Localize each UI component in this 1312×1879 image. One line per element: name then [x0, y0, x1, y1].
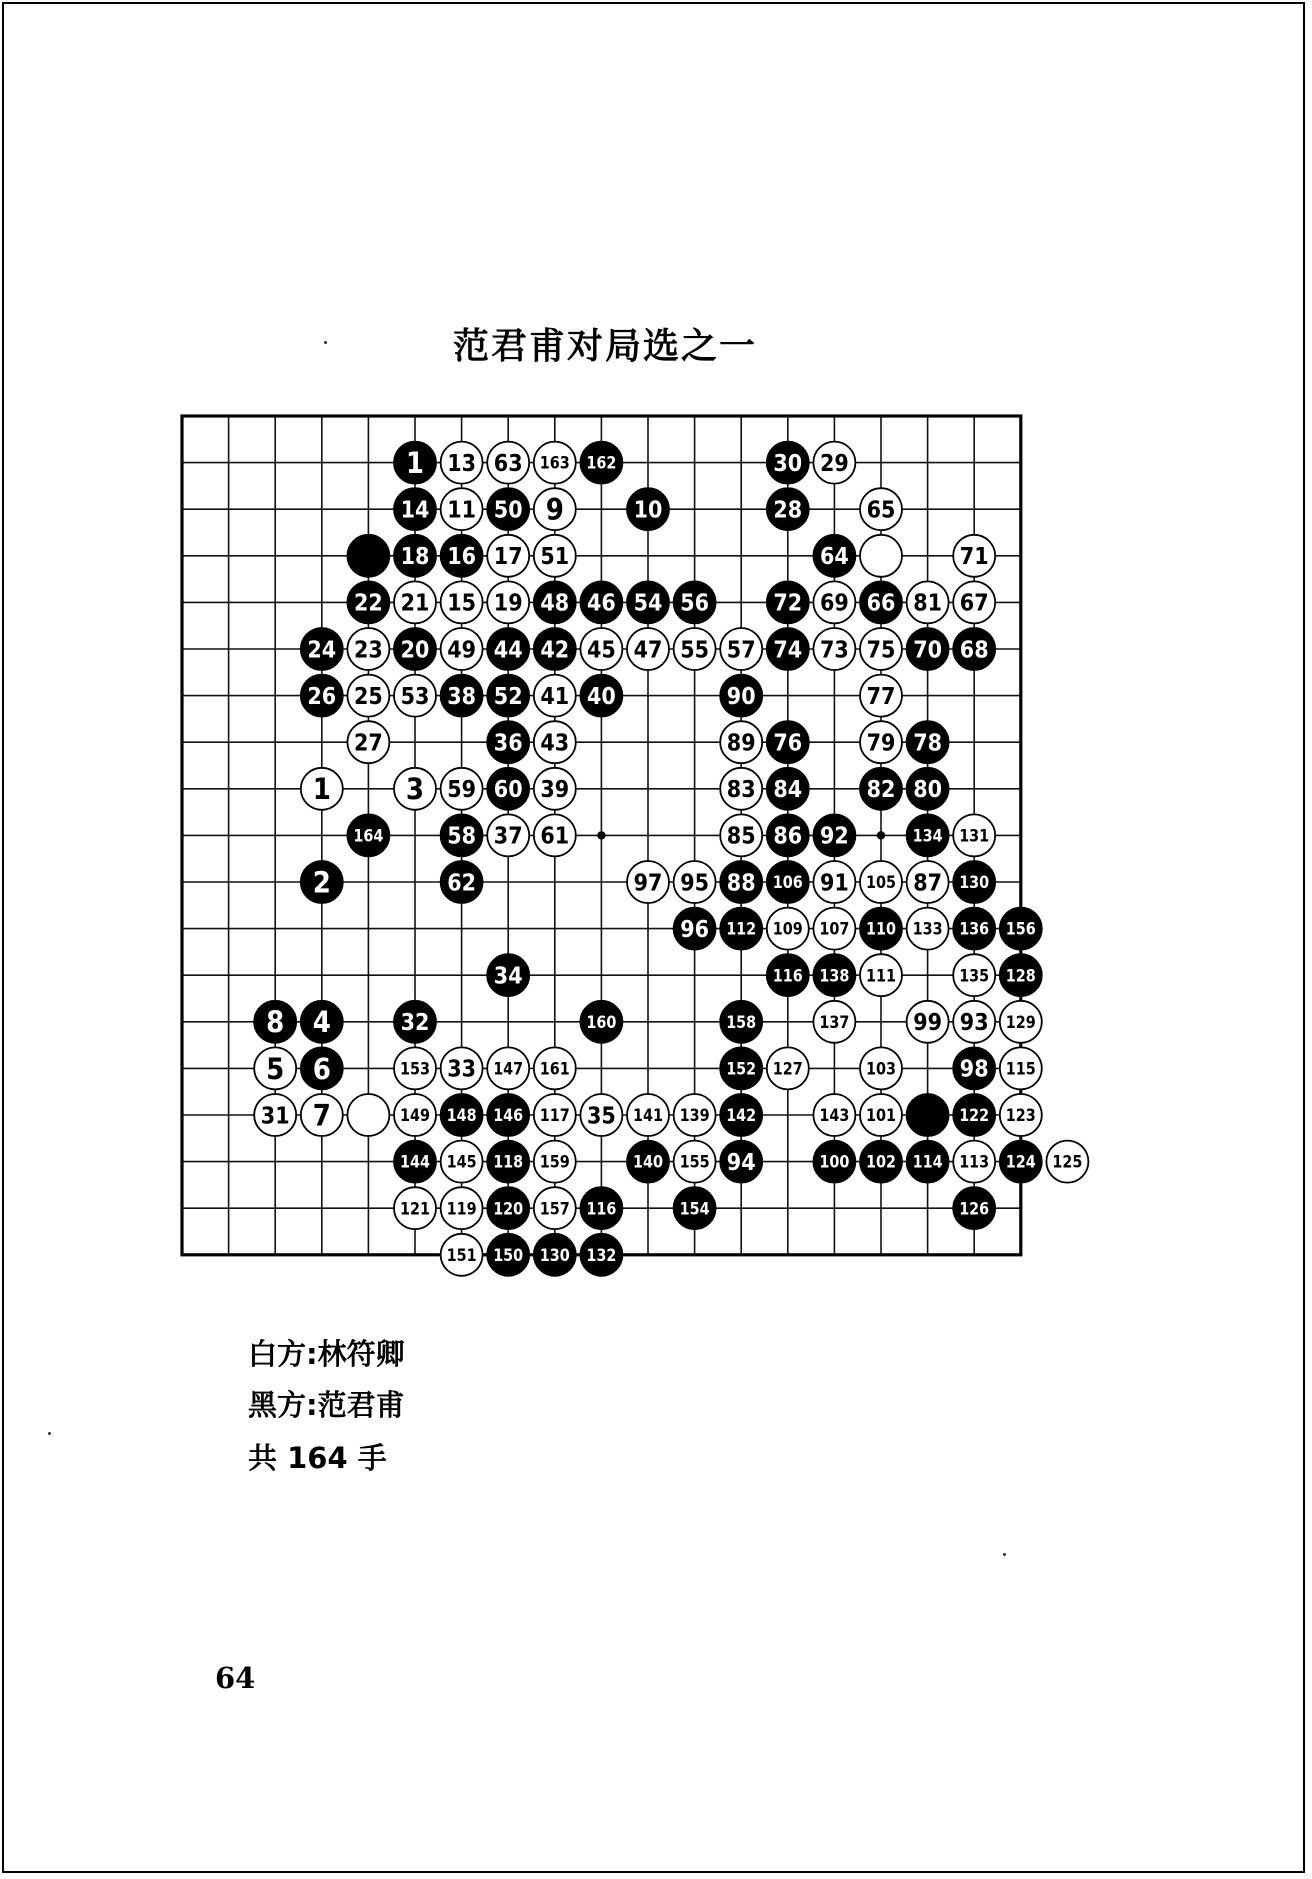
move-number: 36	[493, 730, 523, 757]
move-number: 71	[959, 544, 989, 571]
move-number: 7	[312, 1098, 331, 1133]
move-number: 49	[447, 637, 476, 664]
move-number: 160	[586, 1012, 617, 1033]
move-number: 139	[679, 1106, 710, 1127]
move-number: 34	[493, 963, 523, 990]
move-number: 67	[959, 590, 989, 617]
move-number: 142	[726, 1106, 757, 1127]
move-number: 144	[400, 1152, 430, 1173]
move-number: 128	[1005, 966, 1036, 987]
move-number: 113	[959, 1152, 990, 1173]
move-number: 130	[539, 1245, 570, 1266]
move-number: 127	[772, 1059, 803, 1080]
move-number: 31	[260, 1103, 290, 1130]
move-number: 59	[447, 777, 476, 804]
move-total: 共 164 手	[248, 1441, 387, 1475]
move-number: 149	[400, 1106, 430, 1127]
move-number: 88	[726, 870, 756, 897]
move-number: 9	[545, 492, 564, 527]
move-number: 157	[539, 1199, 570, 1220]
move-number: 10	[633, 497, 663, 524]
move-number: 147	[493, 1059, 524, 1080]
move-number: 79	[866, 730, 896, 757]
move-number: 29	[820, 450, 849, 477]
move-number: 154	[679, 1199, 710, 1220]
move-number: 126	[959, 1199, 990, 1220]
scan-speck	[48, 1432, 51, 1435]
move-number: 123	[1005, 1106, 1036, 1127]
move-number: 98	[959, 1056, 989, 1083]
move-number: 111	[866, 966, 896, 987]
move-number: 3	[405, 772, 425, 807]
move-number: 132	[586, 1245, 617, 1266]
move-number: 1	[405, 446, 425, 481]
move-number: 64	[820, 544, 849, 571]
move-number: 143	[819, 1106, 850, 1127]
move-number: 42	[540, 637, 570, 664]
move-number: 96	[680, 916, 709, 943]
move-number: 148	[446, 1106, 477, 1127]
move-number: 92	[820, 823, 849, 850]
move-number: 57	[726, 637, 756, 664]
move-number: 43	[540, 730, 570, 757]
move-number: 30	[773, 450, 803, 477]
move-number: 80	[913, 777, 942, 804]
move-number: 116	[586, 1199, 617, 1220]
move-number: 45	[587, 637, 616, 664]
move-number: 136	[959, 919, 990, 940]
move-number: 118	[493, 1152, 524, 1173]
move-number: 84	[773, 777, 803, 804]
move-number: 124	[1005, 1152, 1036, 1173]
move-number: 24	[307, 637, 337, 664]
move-number: 153	[400, 1059, 430, 1080]
move-number: 91	[820, 870, 849, 897]
star-point	[597, 831, 605, 839]
move-number: 18	[400, 544, 430, 571]
move-number: 164	[353, 826, 384, 847]
move-number: 110	[866, 919, 896, 940]
move-number: 119	[446, 1199, 477, 1220]
move-number: 40	[587, 683, 616, 710]
move-number: 158	[726, 1012, 757, 1033]
move-number: 107	[819, 919, 850, 940]
move-number: 102	[866, 1152, 896, 1173]
move-number: 78	[913, 730, 942, 757]
move-number: 101	[866, 1106, 896, 1127]
star-point	[877, 831, 885, 839]
move-number: 27	[354, 730, 383, 757]
move-number: 1	[312, 772, 331, 807]
white-stone	[860, 535, 902, 577]
move-number: 21	[400, 590, 430, 617]
move-number: 86	[773, 823, 803, 850]
move-number: 74	[773, 637, 803, 664]
page-title: 范君甫对局选之一	[452, 326, 757, 367]
move-number: 53	[400, 683, 430, 710]
move-number: 15	[447, 590, 476, 617]
move-number: 73	[820, 637, 849, 664]
move-number: 97	[633, 870, 663, 897]
move-number: 100	[819, 1152, 850, 1173]
move-number: 138	[819, 966, 850, 987]
move-number: 16	[447, 544, 476, 571]
move-number: 112	[726, 919, 757, 940]
move-number: 65	[866, 497, 896, 524]
move-number: 56	[680, 590, 709, 617]
move-number: 150	[493, 1245, 524, 1266]
move-number: 116	[772, 966, 803, 987]
move-number: 89	[726, 730, 756, 757]
move-number: 25	[354, 683, 383, 710]
move-number: 115	[1005, 1059, 1036, 1080]
move-number: 63	[493, 450, 523, 477]
move-number: 60	[493, 777, 523, 804]
move-number: 61	[540, 823, 570, 850]
move-number: 32	[400, 1010, 430, 1037]
move-number: 8	[266, 1005, 285, 1040]
move-number: 6	[312, 1051, 331, 1086]
move-number: 85	[726, 823, 756, 850]
move-number: 47	[633, 637, 663, 664]
move-number: 87	[913, 870, 942, 897]
white-player: 白方:林符卿	[248, 1337, 405, 1371]
move-number: 161	[539, 1059, 570, 1080]
move-number: 51	[540, 544, 570, 571]
move-number: 83	[726, 777, 756, 804]
move-number: 14	[400, 497, 430, 524]
move-number: 135	[959, 966, 990, 987]
move-number: 38	[447, 683, 476, 710]
move-number: 109	[772, 919, 803, 940]
move-number: 46	[587, 590, 616, 617]
move-number: 52	[493, 683, 523, 710]
move-number: 2	[312, 865, 331, 900]
scan-speck	[1003, 1553, 1006, 1556]
move-number: 35	[587, 1103, 616, 1130]
move-number: 137	[819, 1012, 850, 1033]
move-number: 11	[447, 497, 476, 524]
move-number: 66	[866, 590, 896, 617]
move-number: 23	[354, 637, 383, 664]
move-number: 70	[913, 637, 942, 664]
move-number: 69	[820, 590, 849, 617]
move-number: 50	[493, 497, 523, 524]
move-number: 22	[354, 590, 383, 617]
move-number: 75	[866, 637, 896, 664]
move-number: 151	[446, 1245, 477, 1266]
move-number: 129	[1005, 1012, 1036, 1033]
black-player: 黑方:范君甫	[248, 1388, 405, 1422]
move-number: 5	[266, 1051, 285, 1086]
move-number: 90	[726, 683, 756, 710]
move-number: 93	[959, 1010, 989, 1037]
move-number: 95	[680, 870, 709, 897]
move-number: 76	[773, 730, 803, 757]
move-number: 141	[633, 1106, 663, 1127]
move-number: 82	[866, 777, 896, 804]
move-number: 152	[726, 1059, 757, 1080]
move-number: 4	[312, 1005, 331, 1040]
move-number: 48	[540, 590, 570, 617]
move-number: 20	[400, 637, 430, 664]
move-number: 117	[539, 1106, 570, 1127]
move-number: 54	[633, 590, 663, 617]
move-number: 156	[1005, 919, 1036, 940]
move-number: 17	[493, 544, 523, 571]
move-number: 13	[447, 450, 476, 477]
move-number: 163	[539, 453, 570, 474]
black-stone	[347, 535, 389, 577]
move-number: 28	[773, 497, 803, 524]
move-number: 77	[866, 683, 896, 710]
move-number: 103	[866, 1059, 896, 1080]
move-number: 145	[446, 1152, 477, 1173]
move-number: 159	[539, 1152, 570, 1173]
move-number: 120	[493, 1199, 524, 1220]
move-number: 72	[773, 590, 803, 617]
move-number: 41	[540, 683, 570, 710]
move-number: 162	[586, 453, 617, 474]
move-number: 146	[493, 1106, 524, 1127]
move-number: 134	[912, 826, 943, 847]
move-number: 39	[540, 777, 570, 804]
move-number: 68	[959, 637, 989, 664]
move-number: 130	[959, 873, 990, 894]
move-number: 19	[493, 590, 523, 617]
scan-speck	[324, 341, 327, 344]
move-number: 58	[447, 823, 476, 850]
move-number: 133	[912, 919, 943, 940]
move-number: 26	[307, 683, 337, 710]
move-number: 55	[680, 637, 709, 664]
move-number: 121	[400, 1199, 430, 1220]
move-number: 105	[866, 873, 896, 894]
white-stone	[347, 1094, 389, 1136]
move-number: 155	[679, 1152, 710, 1173]
move-number: 122	[959, 1106, 990, 1127]
black-stone	[907, 1094, 949, 1136]
page-number: 64	[215, 1661, 256, 1695]
move-number: 44	[493, 637, 523, 664]
move-number: 37	[493, 823, 523, 850]
move-number: 62	[447, 870, 476, 897]
move-number: 33	[447, 1056, 476, 1083]
move-number: 114	[912, 1152, 943, 1173]
move-number: 106	[772, 873, 803, 894]
move-number: 94	[726, 1149, 756, 1176]
move-number: 99	[913, 1010, 942, 1037]
move-number: 81	[913, 590, 942, 617]
move-number: 131	[959, 826, 990, 847]
move-number: 140	[633, 1152, 663, 1173]
move-number: 125	[1052, 1152, 1083, 1173]
